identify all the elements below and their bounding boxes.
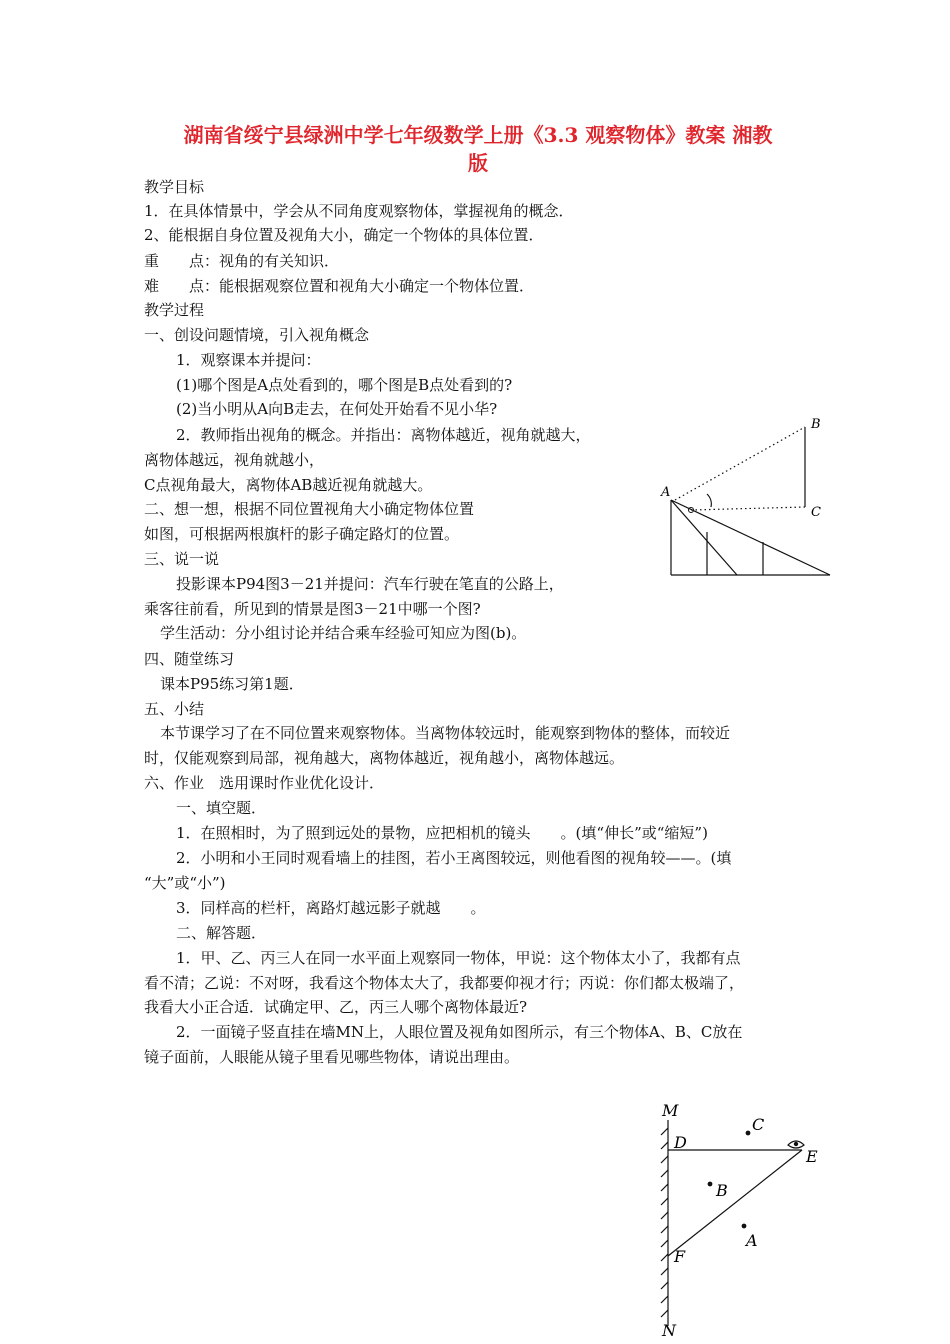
text-line: (1)哪个图是A点处看到的，哪个图是B点处看到的? (176, 376, 513, 394)
text-line: (2)当小明从A向B走去，在何处开始看不见小华? (176, 400, 498, 418)
text-line: 三、说一说 (144, 550, 220, 568)
text-line: 教学过程 (144, 301, 205, 319)
text-line: 本节课学习了在不同位置来观察物体。当离物体较远时，能观察到物体的整体，而较近 (160, 724, 731, 742)
text-line: 教学目标 (144, 178, 205, 196)
angle-arc (707, 494, 711, 507)
mirror-figure (650, 1098, 830, 1338)
sight-line-to-b (675, 427, 805, 500)
wall-hatching (661, 1128, 668, 1317)
label-e: E (806, 1147, 818, 1166)
text-line: C点视角最大，离物体AB越近视角就越大。 (144, 476, 433, 494)
point-c (746, 1131, 751, 1136)
label-b: B (716, 1181, 728, 1200)
text-line: 2．教师指出视角的概念。并指出：离物体越近，视角就越大， (176, 426, 591, 444)
text-line: 我看大小正合适．试确定甲、乙，丙三人哪个离物体最近? (144, 998, 528, 1016)
label-a: A (746, 1231, 758, 1250)
text-line: 一、创设问题情境，引入视角概念 (144, 326, 370, 344)
line-ef (668, 1150, 802, 1256)
text-line: 1．在具体情景中，学会从不同角度观察物体，掌握视角的概念． (144, 202, 574, 220)
text-line: 3．同样高的栏杆，离路灯越远影子就越 。 (176, 899, 486, 917)
text-line: “大”或“小”) (144, 874, 226, 892)
point-b (708, 1182, 713, 1187)
text-line: 四、随堂练习 (144, 650, 235, 668)
text-line: 二、解答题． (176, 924, 267, 942)
point-a (742, 1224, 747, 1229)
text-line: 1．观察课本并提问： (176, 351, 321, 369)
text-line: 二、想一想，根据不同位置视角大小确定物体位置 (144, 500, 475, 518)
text-line: 2、能根据自身位置及视角大小，确定一个物体的具体位置． (144, 226, 544, 244)
text-line: 1．甲、乙、丙三人在同一水平面上观察同一物体，甲说：这个物体太小了，我都有点 (176, 949, 741, 967)
text-line: 看不清；乙说：不对呀，我看这个物体太大了，我都要仰视才行；丙说：你们都太极端了， (144, 974, 745, 992)
shadow-ray-left (671, 500, 737, 575)
label-m: M (662, 1101, 679, 1120)
text-line: 难 点：能根据观察位置和视角大小确定一个物体位置． (144, 277, 535, 295)
text-line: 离物体越远，视角就越小， (144, 451, 325, 469)
text-line: 六、作业 选用课时作业优化设计． (144, 774, 385, 792)
shadow-ray-right (671, 500, 830, 575)
label-d: D (674, 1133, 687, 1152)
sight-line-to-c (691, 507, 805, 510)
label-b: B (811, 417, 821, 432)
text-line: 重 点：视角的有关知识． (144, 252, 340, 270)
text-line: 2．小明和小王同时观看墙上的挂图，若小王离图较远，则他看图的视角较——。(填 (176, 849, 732, 867)
text-line: 课本P95练习第1题． (160, 675, 304, 693)
text-line: 镜子面前，人眼能从镜子里看见哪些物体，请说出理由。 (144, 1048, 520, 1066)
viewing-angle-figure (655, 410, 835, 580)
text-line: 一、填空题． (176, 799, 267, 817)
text-line: 学生活动：分小组讨论并结合乘车经验可知应为图(b)。 (160, 624, 527, 642)
label-a: A (661, 485, 671, 500)
text-line: 如图，可根据两根旗杆的影子确定路灯的位置。 (144, 525, 460, 543)
text-line: 五、小结 (144, 700, 205, 718)
text-line: 2．一面镜子竖直挂在墙MN上，人眼位置及视角如图所示，有三个物体A、B、C放在 (176, 1023, 743, 1041)
title-line-2: 版 (468, 151, 488, 175)
text-line: 投影课本P94图3－21并提问：汽车行驶在笔直的公路上， (176, 575, 564, 593)
label-n: N (662, 1321, 676, 1338)
label-c: C (752, 1115, 765, 1134)
text-line: 1．在照相时，为了照到远处的景物，应把相机的镜头 。(填“伸长”或“缩短”) (176, 824, 708, 842)
text-line: 乘客往前看，所见到的情景是图3－21中哪一个图? (144, 600, 481, 618)
text-line: 时，仅能观察到局部，视角越大，离物体越近，视角越小，离物体越远。 (144, 749, 625, 767)
title-line-1: 湖南省绥宁县绿洲中学七年级数学上册《3.3 观察物体》教案 湘教 (183, 123, 773, 147)
label-c: C (811, 505, 821, 520)
label-f: F (674, 1247, 686, 1266)
